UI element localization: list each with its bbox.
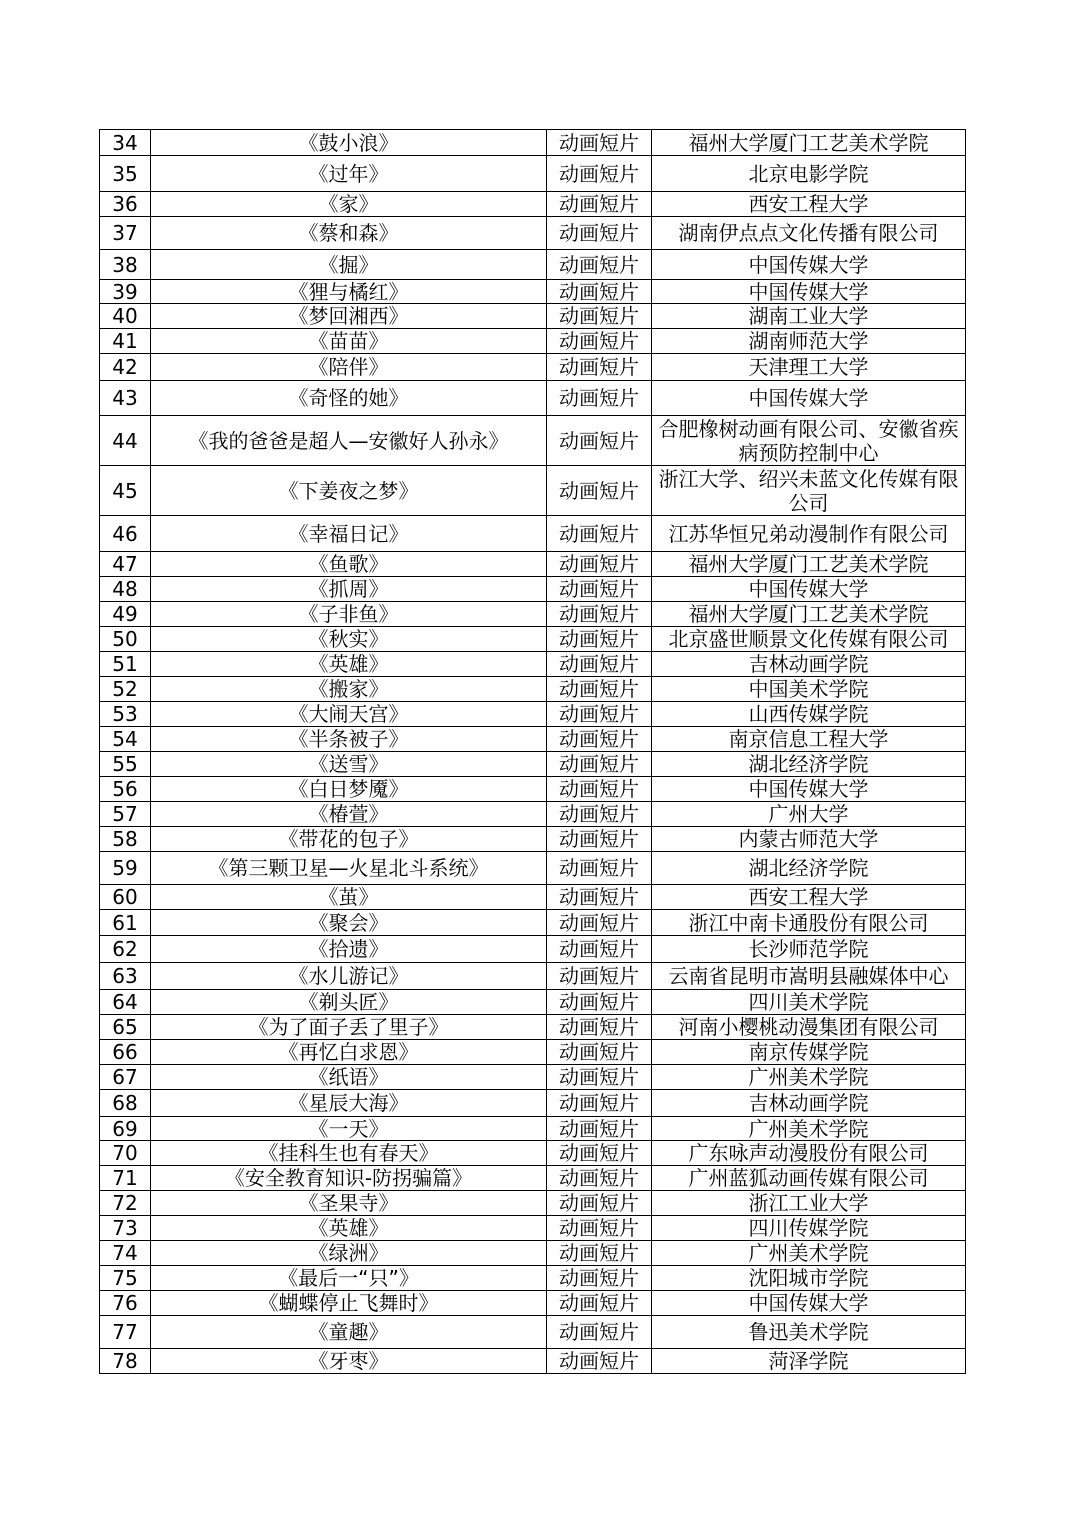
category-cell: 动画短片 [547,1191,652,1216]
organization-cell: 中国传媒大学 [652,381,966,416]
category-cell: 动画短片 [547,1065,652,1090]
table-row [100,304,966,329]
organization-cell: 广州大学 [652,802,966,827]
title-cell: 《过年》 [151,156,547,192]
organization-cell: 福州大学厦门工艺美术学院 [652,602,966,627]
table-row [100,752,966,777]
title-cell: 《送雪》 [151,752,547,777]
title-cell: 《绿洲》 [151,1241,547,1266]
title-cell: 《白日梦魇》 [151,777,547,802]
title-cell: 《秋实》 [151,627,547,652]
category-cell: 动画短片 [547,752,652,777]
organization-cell: 南京传媒学院 [652,1040,966,1065]
title-cell: 《狸与橘红》 [151,280,547,304]
number-cell: 58 [100,827,151,852]
organization-cell: 福州大学厦门工艺美术学院 [652,130,966,156]
organization-cell: 鲁迅美术学院 [652,1316,966,1349]
category-cell: 动画短片 [547,552,652,577]
number-cell: 76 [100,1291,151,1316]
category-cell: 动画短片 [547,304,652,329]
title-cell: 《圣果寺》 [151,1191,547,1216]
category-cell: 动画短片 [547,1349,652,1374]
table-row [100,936,966,963]
title-cell: 《茧》 [151,885,547,910]
organization-cell: 北京盛世顺景文化传媒有限公司 [652,627,966,652]
category-cell: 动画短片 [547,777,652,802]
table-row [100,963,966,990]
table-row [100,1015,966,1040]
table-row [100,280,966,304]
category-cell: 动画短片 [547,1316,652,1349]
title-cell: 《安全教育知识-防拐骗篇》 [151,1166,547,1191]
table-row [100,156,966,192]
table-row [100,1040,966,1065]
title-cell: 《苗苗》 [151,329,547,354]
category-cell: 动画短片 [547,652,652,677]
number-cell: 41 [100,329,151,354]
title-cell: 《再忆白求恩》 [151,1040,547,1065]
organization-cell: 中国传媒大学 [652,1291,966,1316]
organization-cell: 吉林动画学院 [652,652,966,677]
organization-cell: 中国传媒大学 [652,577,966,602]
table-row [100,1241,966,1266]
title-cell: 《大闹天宫》 [151,702,547,727]
organization-cell: 湖南伊点点文化传播有限公司 [652,217,966,250]
category-cell: 动画短片 [547,990,652,1015]
number-cell: 67 [100,1065,151,1090]
number-cell: 73 [100,1216,151,1241]
number-cell: 51 [100,652,151,677]
title-cell: 《子非鱼》 [151,602,547,627]
title-cell: 《一天》 [151,1117,547,1141]
organization-cell: 西安工程大学 [652,885,966,910]
table-row [100,1191,966,1216]
category-cell: 动画短片 [547,1141,652,1166]
table-row [100,702,966,727]
title-cell: 《蔡和森》 [151,217,547,250]
table-row [100,466,966,516]
table-row [100,1090,966,1117]
organization-cell: 湖南师范大学 [652,329,966,354]
table-row [100,1266,966,1291]
table-row [100,250,966,280]
number-cell: 36 [100,192,151,217]
number-cell: 49 [100,602,151,627]
number-cell: 66 [100,1040,151,1065]
table-row [100,827,966,852]
organization-cell: 中国传媒大学 [652,777,966,802]
category-cell: 动画短片 [547,217,652,250]
title-cell: 《童趣》 [151,1316,547,1349]
table-row [100,1117,966,1141]
organization-cell: 湖南工业大学 [652,304,966,329]
title-cell: 《最后一“只”》 [151,1266,547,1291]
number-cell: 60 [100,885,151,910]
number-cell: 48 [100,577,151,602]
table-row [100,416,966,466]
number-cell: 61 [100,910,151,936]
organization-cell: 湖北经济学院 [652,752,966,777]
organization-cell: 内蒙古师范大学 [652,827,966,852]
organization-cell: 中国传媒大学 [652,250,966,280]
category-cell: 动画短片 [547,936,652,963]
number-cell: 46 [100,516,151,552]
table-row [100,777,966,802]
category-cell: 动画短片 [547,1015,652,1040]
category-cell: 动画短片 [547,466,652,516]
title-cell: 《聚会》 [151,910,547,936]
category-cell: 动画短片 [547,827,652,852]
organization-cell: 广州美术学院 [652,1241,966,1266]
category-cell: 动画短片 [547,910,652,936]
table-row [100,1166,966,1191]
category-cell: 动画短片 [547,577,652,602]
organization-cell: 长沙师范学院 [652,936,966,963]
number-cell: 55 [100,752,151,777]
title-cell: 《牙枣》 [151,1349,547,1374]
category-cell: 动画短片 [547,602,652,627]
organization-cell: 浙江大学、绍兴未蓝文化传媒有限公司 [652,466,966,516]
number-cell: 43 [100,381,151,416]
title-cell: 《为了面子丢了里子》 [151,1015,547,1040]
table-row [100,577,966,602]
organization-cell: 广州美术学院 [652,1065,966,1090]
title-cell: 《剃头匠》 [151,990,547,1015]
category-cell: 动画短片 [547,702,652,727]
number-cell: 38 [100,250,151,280]
title-cell: 《蝴蝶停止飞舞时》 [151,1291,547,1316]
table-row [100,1141,966,1166]
table-row [100,381,966,416]
title-cell: 《奇怪的她》 [151,381,547,416]
organization-cell: 山西传媒学院 [652,702,966,727]
organization-cell: 中国美术学院 [652,677,966,702]
table-row [100,192,966,217]
title-cell: 《星辰大海》 [151,1090,547,1117]
category-cell: 动画短片 [547,130,652,156]
number-cell: 52 [100,677,151,702]
table-row [100,910,966,936]
organization-cell: 福州大学厦门工艺美术学院 [652,552,966,577]
number-cell: 50 [100,627,151,652]
title-cell: 《掘》 [151,250,547,280]
number-cell: 71 [100,1166,151,1191]
title-cell: 《带花的包子》 [151,827,547,852]
number-cell: 65 [100,1015,151,1040]
number-cell: 57 [100,802,151,827]
title-cell: 《抓周》 [151,577,547,602]
category-cell: 动画短片 [547,280,652,304]
organization-cell: 天津理工大学 [652,354,966,381]
category-cell: 动画短片 [547,354,652,381]
number-cell: 53 [100,702,151,727]
title-cell: 《陪伴》 [151,354,547,381]
table-row [100,516,966,552]
category-cell: 动画短片 [547,329,652,354]
number-cell: 62 [100,936,151,963]
title-cell: 《椿萱》 [151,802,547,827]
results-table [99,129,966,1374]
category-cell: 动画短片 [547,1291,652,1316]
title-cell: 《我的爸爸是超人—安徽好人孙永》 [151,416,547,466]
number-cell: 56 [100,777,151,802]
number-cell: 39 [100,280,151,304]
organization-cell: 沈阳城市学院 [652,1266,966,1291]
organization-cell: 广州美术学院 [652,1117,966,1141]
table-row [100,677,966,702]
number-cell: 59 [100,852,151,885]
number-cell: 54 [100,727,151,752]
number-cell: 34 [100,130,151,156]
organization-cell: 云南省昆明市嵩明县融媒体中心 [652,963,966,990]
table-row [100,329,966,354]
organization-cell: 西安工程大学 [652,192,966,217]
number-cell: 68 [100,1090,151,1117]
organization-cell: 浙江中南卡通股份有限公司 [652,910,966,936]
table-body [100,130,966,1374]
number-cell: 78 [100,1349,151,1374]
title-cell: 《挂科生也有春天》 [151,1141,547,1166]
title-cell: 《家》 [151,192,547,217]
number-cell: 35 [100,156,151,192]
organization-cell: 中国传媒大学 [652,280,966,304]
organization-cell: 浙江工业大学 [652,1191,966,1216]
number-cell: 40 [100,304,151,329]
organization-cell: 吉林动画学院 [652,1090,966,1117]
category-cell: 动画短片 [547,727,652,752]
table-row [100,1291,966,1316]
organization-cell: 河南小樱桃动漫集团有限公司 [652,1015,966,1040]
category-cell: 动画短片 [547,1216,652,1241]
title-cell: 《拾遗》 [151,936,547,963]
category-cell: 动画短片 [547,416,652,466]
organization-cell: 合肥橡树动画有限公司、安徽省疾病预防控制中心 [652,416,966,466]
title-cell: 《鱼歌》 [151,552,547,577]
table-row [100,354,966,381]
category-cell: 动画短片 [547,381,652,416]
organization-cell: 四川传媒学院 [652,1216,966,1241]
organization-cell: 四川美术学院 [652,990,966,1015]
category-cell: 动画短片 [547,802,652,827]
table-row [100,990,966,1015]
category-cell: 动画短片 [547,627,652,652]
title-cell: 《搬家》 [151,677,547,702]
table-row [100,627,966,652]
title-cell: 《梦回湘西》 [151,304,547,329]
number-cell: 44 [100,416,151,466]
organization-cell: 湖北经济学院 [652,852,966,885]
number-cell: 47 [100,552,151,577]
table-row [100,885,966,910]
category-cell: 动画短片 [547,192,652,217]
title-cell: 《第三颗卫星—火星北斗系统》 [151,852,547,885]
number-cell: 77 [100,1316,151,1349]
organization-cell: 广东咏声动漫股份有限公司 [652,1141,966,1166]
number-cell: 70 [100,1141,151,1166]
number-cell: 42 [100,354,151,381]
category-cell: 动画短片 [547,677,652,702]
number-cell: 63 [100,963,151,990]
category-cell: 动画短片 [547,1266,652,1291]
title-cell: 《水儿游记》 [151,963,547,990]
table-row [100,802,966,827]
title-cell: 《幸福日记》 [151,516,547,552]
number-cell: 75 [100,1266,151,1291]
category-cell: 动画短片 [547,1090,652,1117]
table-row [100,1349,966,1374]
category-cell: 动画短片 [547,1040,652,1065]
table-row [100,552,966,577]
number-cell: 69 [100,1117,151,1141]
table-row [100,1316,966,1349]
organization-cell: 广州蓝狐动画传媒有限公司 [652,1166,966,1191]
table-row [100,602,966,627]
table-row [100,727,966,752]
number-cell: 45 [100,466,151,516]
organization-cell: 南京信息工程大学 [652,727,966,752]
category-cell: 动画短片 [547,885,652,910]
number-cell: 64 [100,990,151,1015]
title-cell: 《鼓小浪》 [151,130,547,156]
table-row [100,217,966,250]
category-cell: 动画短片 [547,156,652,192]
table-row [100,1216,966,1241]
organization-cell: 北京电影学院 [652,156,966,192]
category-cell: 动画短片 [547,250,652,280]
category-cell: 动画短片 [547,852,652,885]
category-cell: 动画短片 [547,963,652,990]
category-cell: 动画短片 [547,1166,652,1191]
table-row [100,130,966,156]
organization-cell: 江苏华恒兄弟动漫制作有限公司 [652,516,966,552]
number-cell: 74 [100,1241,151,1266]
title-cell: 《英雄》 [151,1216,547,1241]
title-cell: 《半条被子》 [151,727,547,752]
number-cell: 37 [100,217,151,250]
category-cell: 动画短片 [547,516,652,552]
title-cell: 《下姜夜之梦》 [151,466,547,516]
table-row [100,1065,966,1090]
number-cell: 72 [100,1191,151,1216]
table-row [100,652,966,677]
table-row [100,852,966,885]
category-cell: 动画短片 [547,1117,652,1141]
organization-cell: 菏泽学院 [652,1349,966,1374]
title-cell: 《英雄》 [151,652,547,677]
title-cell: 《纸语》 [151,1065,547,1090]
category-cell: 动画短片 [547,1241,652,1266]
